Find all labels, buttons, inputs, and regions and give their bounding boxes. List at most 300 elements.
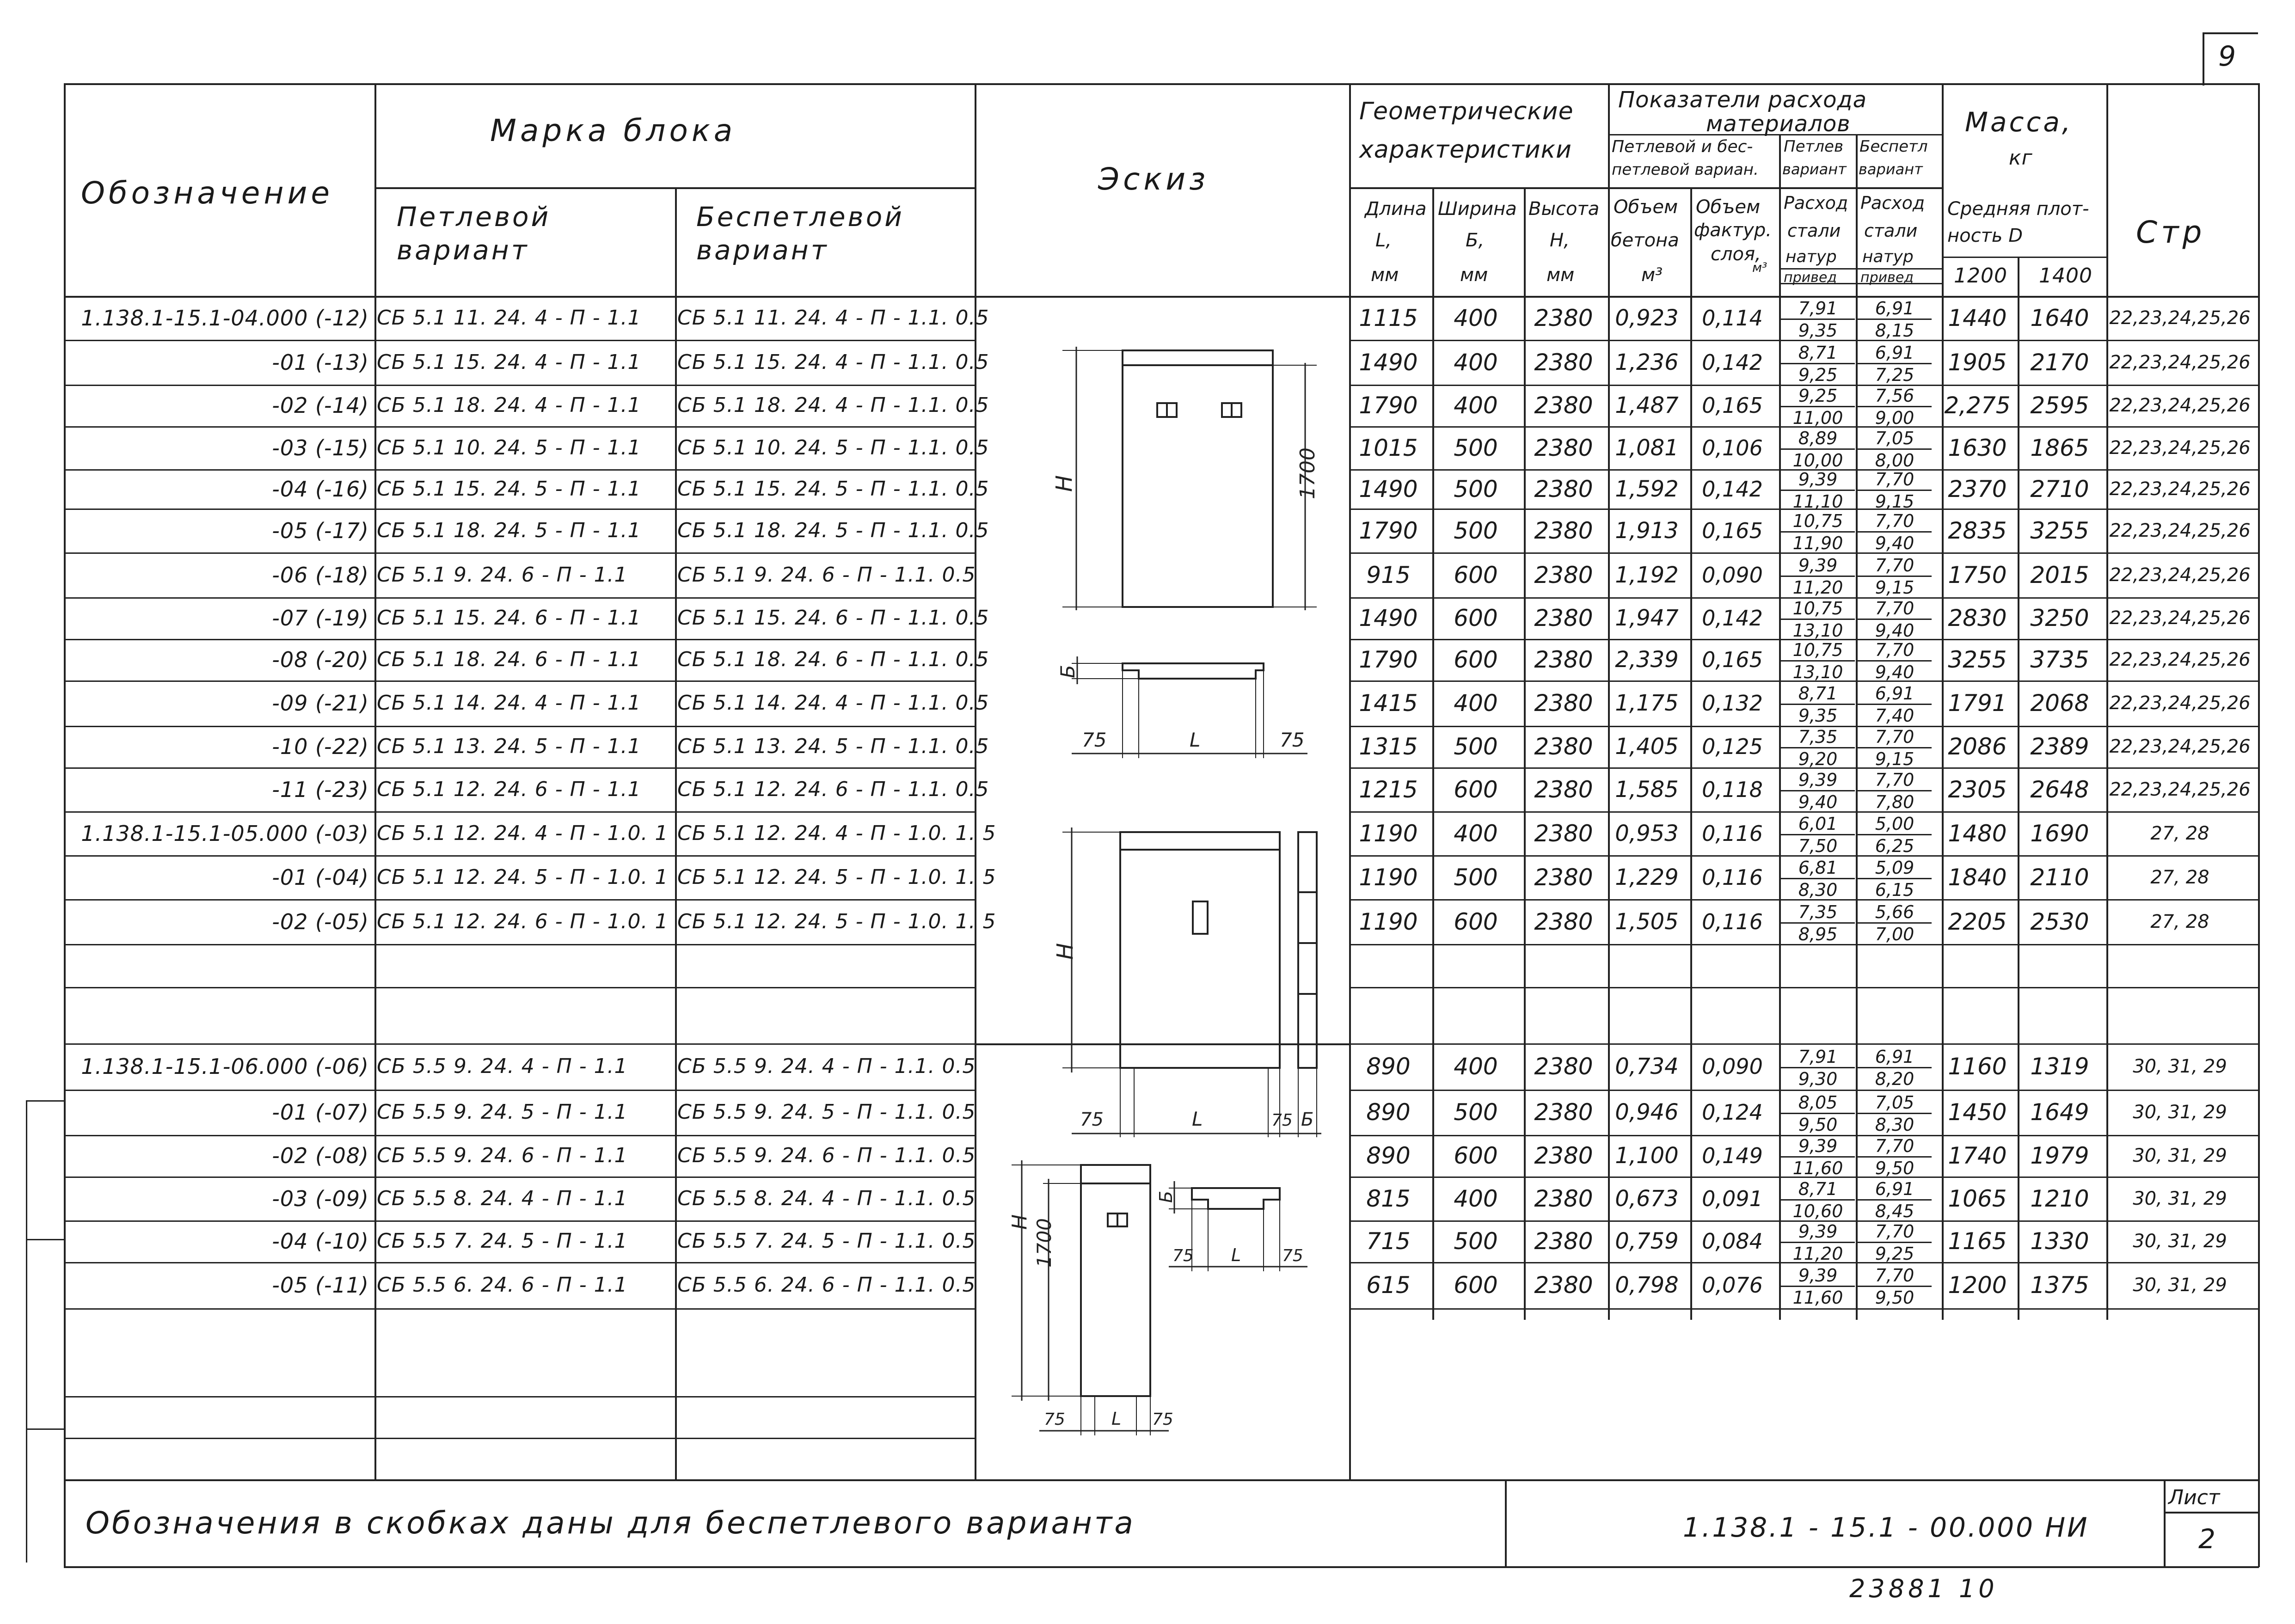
footer-note: Обозначения в скобках даны для беспетлевого варианта <box>86 1505 1135 1541</box>
steel-natural: 8,71 <box>1781 344 1855 364</box>
cell-vc: 1,175 <box>1615 690 1679 716</box>
cell-des: -08 (-20) <box>272 647 369 672</box>
cell-loop: СБ 5.1 15. 24. 4 - П - 1.1 <box>377 350 641 374</box>
header-loop-and-loopless-2: петлевой вариан. <box>1612 160 1759 179</box>
cell-L: 1115 <box>1359 304 1418 331</box>
bottom-stamp: 23881 10 <box>1849 1574 1998 1603</box>
header-height-2: H, <box>1550 230 1570 251</box>
cell-H: 2380 <box>1534 349 1593 376</box>
cell-loop: СБ 5.1 12. 24. 4 - П - 1.0. 1 <box>377 821 669 845</box>
cell-H: 2380 <box>1534 1228 1593 1255</box>
header-facing-1: Объем <box>1696 196 1761 218</box>
steel-reduced: 13,10 <box>1792 620 1843 641</box>
cell-vf: 0,149 <box>1702 1143 1763 1168</box>
binding-margin-tick-2 <box>26 1239 64 1240</box>
cell-m2: 1210 <box>2030 1185 2089 1212</box>
steel-natural: 10,75 <box>1781 641 1855 662</box>
cell-vf: 0,090 <box>1702 1054 1763 1079</box>
cell-loopless: СБ 5.1 12. 24. 5 - П - 1.0. 1. 5 <box>677 865 996 889</box>
row-line <box>64 944 975 945</box>
cell-B: 500 <box>1454 1228 1498 1255</box>
cell-vc: 1,100 <box>1615 1143 1679 1169</box>
header-concrete-3: м³ <box>1641 264 1663 286</box>
cell-vc: 2,339 <box>1615 647 1679 673</box>
cell-pg: 22,23,24,25,26 <box>2109 736 2251 757</box>
row-line <box>64 385 975 386</box>
steel-natural: 7,70 <box>1858 771 1932 791</box>
cell-des: -03 (-15) <box>272 435 369 460</box>
cell-L: 1190 <box>1359 820 1418 847</box>
cell-H: 2380 <box>1534 1142 1593 1169</box>
steel-reduced: 8,20 <box>1875 1069 1915 1089</box>
header-width-3: мм <box>1460 264 1488 286</box>
cell-des: -06 (-18) <box>272 562 369 588</box>
steel-natural: 7,56 <box>1858 387 1932 407</box>
cell-des: -03 (-09) <box>272 1186 369 1211</box>
cell-L: 915 <box>1366 561 1411 588</box>
cell-vf: 0,142 <box>1702 349 1763 375</box>
cell-m2: 1649 <box>2030 1099 2089 1126</box>
steel-natural: 6,91 <box>1858 1048 1932 1068</box>
cell-des: -04 (-10) <box>272 1229 369 1254</box>
header-steel-b-3: натур <box>1862 247 1914 266</box>
page-number-box-left <box>2203 32 2204 86</box>
cell-L: 890 <box>1366 1142 1411 1169</box>
steel-fraction <box>1781 771 1855 811</box>
cell-B: 500 <box>1454 1099 1498 1126</box>
steel-fraction <box>1781 1223 1855 1262</box>
cell-loop: СБ 5.5 9. 24. 6 - П - 1.1 <box>377 1144 628 1167</box>
row-line <box>64 1262 975 1263</box>
cell-loopless: СБ 5.1 15. 24. 4 - П - 1.1. 0.5 <box>677 350 989 374</box>
cell-m2: 1865 <box>2030 434 2089 461</box>
header-loopless-variant-1: Беспетлевой <box>696 201 904 233</box>
cell-loop: СБ 5.1 12. 24. 6 - П - 1.1 <box>377 777 641 801</box>
cell-L: 1190 <box>1359 908 1418 935</box>
steel-fraction <box>1781 300 1855 339</box>
cell-loop: СБ 5.1 18. 24. 5 - П - 1.1 <box>377 518 641 542</box>
cell-L: 815 <box>1366 1185 1411 1212</box>
cell-m1: 1450 <box>1948 1099 2007 1126</box>
row-line <box>1349 987 2258 988</box>
steel-natural: 9,39 <box>1781 1137 1855 1158</box>
row-line <box>64 811 975 813</box>
sketch2-B-label: Б <box>1301 1109 1314 1130</box>
cell-m2: 3735 <box>2030 646 2089 673</box>
cell-H: 2380 <box>1534 1272 1593 1299</box>
steel-natural: 8,05 <box>1781 1094 1855 1114</box>
cell-m2: 1640 <box>2030 304 2089 331</box>
cell-pg: 30, 31, 29 <box>2133 1102 2227 1123</box>
cell-B: 500 <box>1454 434 1498 461</box>
steel-fraction <box>1781 815 1855 855</box>
cell-loopless: СБ 5.5 7. 24. 5 - П - 1.1. 0.5 <box>677 1229 976 1253</box>
cell-m2: 2710 <box>2030 475 2089 503</box>
steel-reduced: 10,00 <box>1792 450 1843 471</box>
cell-B: 400 <box>1454 304 1498 331</box>
header-mass-1: Масса, <box>1965 106 2073 138</box>
steel-fraction <box>1858 641 1932 681</box>
sketch1-75-left: 75 <box>1082 729 1107 751</box>
cell-pg: 30, 31, 29 <box>2133 1188 2227 1209</box>
header-mass-2: кг <box>2009 146 2033 170</box>
cell-vf: 0,142 <box>1702 606 1763 631</box>
steel-fraction <box>1781 512 1855 552</box>
cell-vf: 0,084 <box>1702 1229 1763 1254</box>
cell-L: 1215 <box>1359 776 1418 803</box>
steel-fraction <box>1781 344 1855 384</box>
steel-fraction <box>1858 344 1932 384</box>
cell-loopless: СБ 5.1 15. 24. 6 - П - 1.1. 0.5 <box>677 606 989 630</box>
cell-m2: 2068 <box>2030 690 2089 717</box>
sketch1-L-label: L <box>1190 729 1201 751</box>
steel-natural: 5,00 <box>1858 815 1932 835</box>
cell-pg: 22,23,24,25,26 <box>2109 478 2251 500</box>
steel-natural: 6,81 <box>1781 859 1855 879</box>
cell-m1: 2305 <box>1948 776 2007 803</box>
steel-reduced: 11,20 <box>1792 1244 1843 1264</box>
sketch3-L-label: L <box>1231 1245 1241 1265</box>
cell-loopless: СБ 5.5 6. 24. 6 - П - 1.1. 0.5 <box>677 1273 976 1297</box>
cell-vc: 1,585 <box>1615 776 1679 803</box>
cell-pg: 30, 31, 29 <box>2133 1231 2227 1252</box>
cell-m1: 1440 <box>1948 304 2007 331</box>
steel-natural: 9,39 <box>1781 1223 1855 1243</box>
steel-natural: 6,91 <box>1858 344 1932 364</box>
cell-pg: 22,23,24,25,26 <box>2109 778 2251 800</box>
cell-des: -09 (-21) <box>272 691 369 716</box>
cell-m1: 1630 <box>1948 434 2007 461</box>
steel-reduced: 9,50 <box>1798 1115 1838 1135</box>
steel-fraction <box>1858 1180 1932 1220</box>
cell-L: 1490 <box>1359 605 1418 631</box>
cell-pg: 22,23,24,25,26 <box>2109 395 2251 416</box>
steel-fraction <box>1858 685 1932 724</box>
steel-reduced: 9,15 <box>1875 749 1915 769</box>
cell-vc: 0,759 <box>1615 1228 1679 1254</box>
steel-natural: 6,91 <box>1858 685 1932 705</box>
sketch1-plan-view <box>1123 663 1264 679</box>
cell-loop: СБ 5.5 7. 24. 5 - П - 1.1 <box>377 1229 628 1253</box>
sketch3-H-label: H <box>1008 1214 1031 1230</box>
footer-sheet-divider <box>2164 1479 2166 1567</box>
cell-L: 890 <box>1366 1099 1411 1126</box>
steel-reduced: 9,35 <box>1798 320 1838 341</box>
cell-m1: 2205 <box>1948 908 2007 935</box>
header-loop-var-2: вариант <box>1782 160 1847 178</box>
footer-sheet-line <box>2164 1512 2258 1514</box>
cell-vf: 0,116 <box>1702 821 1763 846</box>
cell-vf: 0,165 <box>1702 647 1763 672</box>
cell-des: -01 (-07) <box>272 1100 369 1125</box>
cell-pg: 22,23,24,25,26 <box>2109 437 2251 459</box>
header-loop-variant-1: Петлевой <box>397 201 551 233</box>
cell-loopless: СБ 5.1 11. 24. 4 - П - 1.1. 0.5 <box>677 306 989 330</box>
row-line <box>64 1090 975 1091</box>
cell-pg: 27, 28 <box>2150 911 2209 932</box>
row-line <box>64 1043 975 1045</box>
cell-des: -10 (-22) <box>272 734 369 759</box>
steel-fraction <box>1858 300 1932 339</box>
cell-vc: 0,923 <box>1615 305 1679 331</box>
cell-loop: СБ 5.1 18. 24. 4 - П - 1.1 <box>377 393 641 417</box>
sketch2-75-right: 75 <box>1271 1111 1293 1130</box>
steel-natural: 7,70 <box>1858 728 1932 748</box>
cell-H: 2380 <box>1534 475 1593 503</box>
steel-fraction <box>1858 512 1932 552</box>
cell-L: 1190 <box>1359 864 1418 891</box>
row-line <box>64 1135 975 1136</box>
cell-vf: 0,142 <box>1702 476 1763 502</box>
header-steel-a-3: натур <box>1786 247 1837 266</box>
steel-fraction <box>1858 600 1932 639</box>
sketch2-front-view <box>1120 832 1280 1068</box>
steel-fraction <box>1858 429 1932 469</box>
header-concrete-1: Объем <box>1614 196 1678 218</box>
cell-vf: 0,114 <box>1702 305 1763 331</box>
steel-fraction <box>1781 387 1855 427</box>
footer-sheet-label: Лист <box>2168 1486 2220 1509</box>
cell-m1: 1750 <box>1948 561 2007 588</box>
row-line <box>64 726 975 727</box>
cell-B: 400 <box>1454 1185 1498 1212</box>
cell-vc: 1,192 <box>1615 562 1679 588</box>
steel-natural: 5,09 <box>1858 859 1932 879</box>
footer-top-line <box>64 1479 2258 1481</box>
cell-m1: 2835 <box>1948 517 2007 544</box>
steel-reduced: 11,90 <box>1792 533 1843 553</box>
cell-loop: СБ 5.1 9. 24. 6 - П - 1.1 <box>377 563 628 587</box>
cell-loopless: СБ 5.5 9. 24. 4 - П - 1.1. 0.5 <box>677 1054 976 1078</box>
cell-m2: 1375 <box>2030 1272 2089 1299</box>
steel-natural: 9,39 <box>1781 771 1855 791</box>
row-line <box>1349 1043 2258 1045</box>
steel-reduced: 8,95 <box>1798 924 1838 944</box>
steel-natural: 6,01 <box>1781 815 1855 835</box>
steel-fraction <box>1781 600 1855 639</box>
hdr-line-variants <box>1608 187 1942 189</box>
cell-m1: 2086 <box>1948 733 2007 760</box>
cell-pg: 30, 31, 29 <box>2133 1056 2227 1077</box>
cell-m1: 1480 <box>1948 820 2007 847</box>
header-loopless-var-1: Беспетл <box>1859 137 1928 156</box>
steel-reduced: 7,80 <box>1875 791 1915 812</box>
steel-fraction <box>1858 1137 1932 1177</box>
steel-fraction <box>1781 1094 1855 1134</box>
steel-natural: 7,91 <box>1781 1048 1855 1068</box>
steel-natural: 7,35 <box>1781 728 1855 748</box>
header-width-1: Ширина <box>1438 198 1517 220</box>
cell-m1: 1200 <box>1948 1272 2007 1299</box>
steel-reduced: 6,25 <box>1875 835 1915 856</box>
steel-reduced: 9,50 <box>1875 1287 1915 1308</box>
steel-reduced: 9,50 <box>1875 1158 1915 1178</box>
steel-reduced: 11,00 <box>1792 408 1843 428</box>
cell-B: 500 <box>1454 733 1498 760</box>
cell-pg: 22,23,24,25,26 <box>2109 692 2251 714</box>
cell-B: 400 <box>1454 690 1498 717</box>
header-density-1200: 1200 <box>1954 264 2007 288</box>
cell-H: 2380 <box>1534 776 1593 803</box>
steel-natural: 7,70 <box>1858 512 1932 533</box>
cell-L: 1015 <box>1359 434 1418 461</box>
cell-loopless: СБ 5.1 12. 24. 5 - П - 1.0. 1. 5 <box>677 909 996 933</box>
header-facing-4: м³ <box>1752 260 1767 275</box>
binding-margin-line <box>26 1100 27 1563</box>
cell-B: 600 <box>1454 1272 1498 1299</box>
steel-reduced: 7,25 <box>1875 364 1915 385</box>
header-steel-b-2: стали <box>1864 221 1918 241</box>
cell-m2: 1330 <box>2030 1228 2089 1255</box>
steel-reduced: 9,40 <box>1875 620 1915 641</box>
cell-H: 2380 <box>1534 304 1593 331</box>
cell-H: 2380 <box>1534 820 1593 847</box>
cell-vf: 0,125 <box>1702 734 1763 759</box>
cell-m1: 3255 <box>1948 646 2007 673</box>
cell-loopless: СБ 5.1 13. 24. 5 - П - 1.1. 0.5 <box>677 735 989 758</box>
cell-loop: СБ 5.1 12. 24. 6 - П - 1.0. 1 <box>377 909 669 933</box>
header-designation: Обозначение <box>81 175 333 211</box>
cell-vc: 0,734 <box>1615 1054 1679 1079</box>
steel-reduced: 9,20 <box>1798 749 1838 769</box>
steel-natural: 7,91 <box>1781 300 1855 320</box>
header-loop-var-1: Петлев <box>1784 137 1843 156</box>
header-steel-a-2: стали <box>1787 221 1841 241</box>
cell-loop: СБ 5.1 14. 24. 4 - П - 1.1 <box>377 691 641 715</box>
steel-natural: 8,89 <box>1781 429 1855 450</box>
steel-reduced: 11,20 <box>1792 577 1843 598</box>
steel-natural: 9,39 <box>1781 471 1855 491</box>
cell-vf: 0,124 <box>1702 1100 1763 1125</box>
cell-loopless: СБ 5.1 18. 24. 6 - П - 1.1. 0.5 <box>677 648 989 671</box>
sketch2-H-label: H <box>1052 943 1078 960</box>
row-line <box>64 552 975 554</box>
steel-reduced: 9,40 <box>1798 791 1838 812</box>
sketch2-75-left: 75 <box>1080 1109 1104 1130</box>
steel-reduced: 10,60 <box>1792 1201 1843 1221</box>
cell-pg: 27, 28 <box>2150 866 2209 888</box>
cell-loop: СБ 5.1 13. 24. 5 - П - 1.1 <box>377 735 641 758</box>
cell-des: 1.138.1-15.1-06.000 (-06) <box>81 1054 369 1079</box>
steel-reduced: 9,25 <box>1875 1244 1915 1264</box>
footer-sheet-number: 2 <box>2198 1523 2215 1555</box>
steel-reduced: 13,10 <box>1792 662 1843 682</box>
steel-natural: 8,71 <box>1781 685 1855 705</box>
steel-natural: 6,91 <box>1858 300 1932 320</box>
cell-H: 2380 <box>1534 392 1593 419</box>
header-sketch: Эскиз <box>1098 161 1209 197</box>
cell-m2: 2389 <box>2030 733 2089 760</box>
steel-reduced: 9,00 <box>1875 408 1915 428</box>
row-line <box>64 597 975 599</box>
steel-reduced: 6,15 <box>1875 879 1915 900</box>
cell-m2: 2170 <box>2030 349 2089 376</box>
cell-m1: 1740 <box>1948 1142 2007 1169</box>
cell-m2: 3250 <box>2030 605 2089 631</box>
sketch-drawings <box>975 296 1349 1479</box>
cell-vf: 0,116 <box>1702 909 1763 934</box>
cell-vc: 1,405 <box>1615 734 1679 760</box>
header-steel-a-4: привед <box>1784 270 1837 286</box>
cell-m1: 1791 <box>1948 690 2007 717</box>
cell-m1: 1165 <box>1948 1228 2007 1255</box>
cell-B: 400 <box>1454 349 1498 376</box>
cell-des: 1.138.1-15.1-05.000 (-03) <box>81 821 369 846</box>
sketch3-B-label: Б <box>1156 1190 1176 1203</box>
cell-B: 600 <box>1454 561 1498 588</box>
steel-natural: 7,70 <box>1858 641 1932 662</box>
cell-H: 2380 <box>1534 690 1593 717</box>
steel-natural: 7,70 <box>1858 600 1932 620</box>
steel-reduced: 9,15 <box>1875 577 1915 598</box>
row-line <box>64 1438 975 1439</box>
cell-loopless: СБ 5.1 14. 24. 4 - П - 1.1. 0.5 <box>677 691 989 715</box>
cell-loopless: СБ 5.1 18. 24. 4 - П - 1.1. 0.5 <box>677 393 989 417</box>
row-line <box>64 987 975 988</box>
row-line <box>64 1177 975 1178</box>
steel-natural: 7,70 <box>1858 1137 1932 1158</box>
steel-reduced: 9,25 <box>1798 364 1838 385</box>
cell-B: 600 <box>1454 605 1498 631</box>
cell-loopless: СБ 5.1 10. 24. 5 - П - 1.1. 0.5 <box>677 435 989 460</box>
top-page-number: 9 <box>2218 40 2236 73</box>
steel-fraction <box>1858 728 1932 768</box>
cell-B: 500 <box>1454 864 1498 891</box>
cell-L: 1315 <box>1359 733 1418 760</box>
header-steel-a-1: Расход <box>1784 193 1848 213</box>
cell-loopless: СБ 5.1 9. 24. 6 - П - 1.1. 0.5 <box>677 563 976 587</box>
steel-reduced: 9,15 <box>1875 491 1915 512</box>
cell-H: 2380 <box>1534 605 1593 631</box>
steel-fraction <box>1858 771 1932 811</box>
row-line <box>64 1308 975 1310</box>
cell-vf: 0,116 <box>1702 864 1763 890</box>
header-length-3: мм <box>1371 264 1399 286</box>
cell-B: 600 <box>1454 1142 1498 1169</box>
cell-m2: 1319 <box>2030 1053 2089 1080</box>
cell-m1: 2,275 <box>1944 392 2011 419</box>
cell-vf: 0,106 <box>1702 435 1763 460</box>
cell-B: 600 <box>1454 908 1498 935</box>
cell-des: -05 (-11) <box>272 1273 369 1298</box>
steel-fraction <box>1858 1048 1932 1088</box>
row-line <box>1349 1308 2258 1310</box>
cell-vc: 0,953 <box>1615 820 1679 846</box>
sketch1-1700-label: 1700 <box>1296 447 1319 499</box>
row-line <box>64 680 975 682</box>
cell-L: 715 <box>1366 1228 1411 1255</box>
steel-fraction <box>1781 859 1855 899</box>
hdr-line-mark <box>374 187 975 189</box>
row-line <box>64 767 975 769</box>
cell-des: -01 (-04) <box>272 864 369 890</box>
steel-natural: 7,70 <box>1858 1223 1932 1243</box>
col-divider-loop <box>675 187 677 1479</box>
sketch3-L-b: L <box>1111 1409 1122 1429</box>
sketch3-front-view <box>1081 1165 1150 1396</box>
cell-loop: СБ 5.5 9. 24. 4 - П - 1.1 <box>377 1054 628 1078</box>
steel-natural: 7,05 <box>1858 1094 1932 1114</box>
cell-m1: 1905 <box>1948 349 2007 376</box>
steel-fraction <box>1781 685 1855 724</box>
cell-H: 2380 <box>1534 733 1593 760</box>
header-density-2: ность D <box>1947 225 2023 246</box>
cell-m1: 1840 <box>1948 864 2007 891</box>
cell-vf: 0,076 <box>1702 1273 1763 1298</box>
sketch1-front-view <box>1123 350 1273 607</box>
cell-L: 1790 <box>1359 646 1418 673</box>
steel-natural: 6,91 <box>1858 1180 1932 1201</box>
